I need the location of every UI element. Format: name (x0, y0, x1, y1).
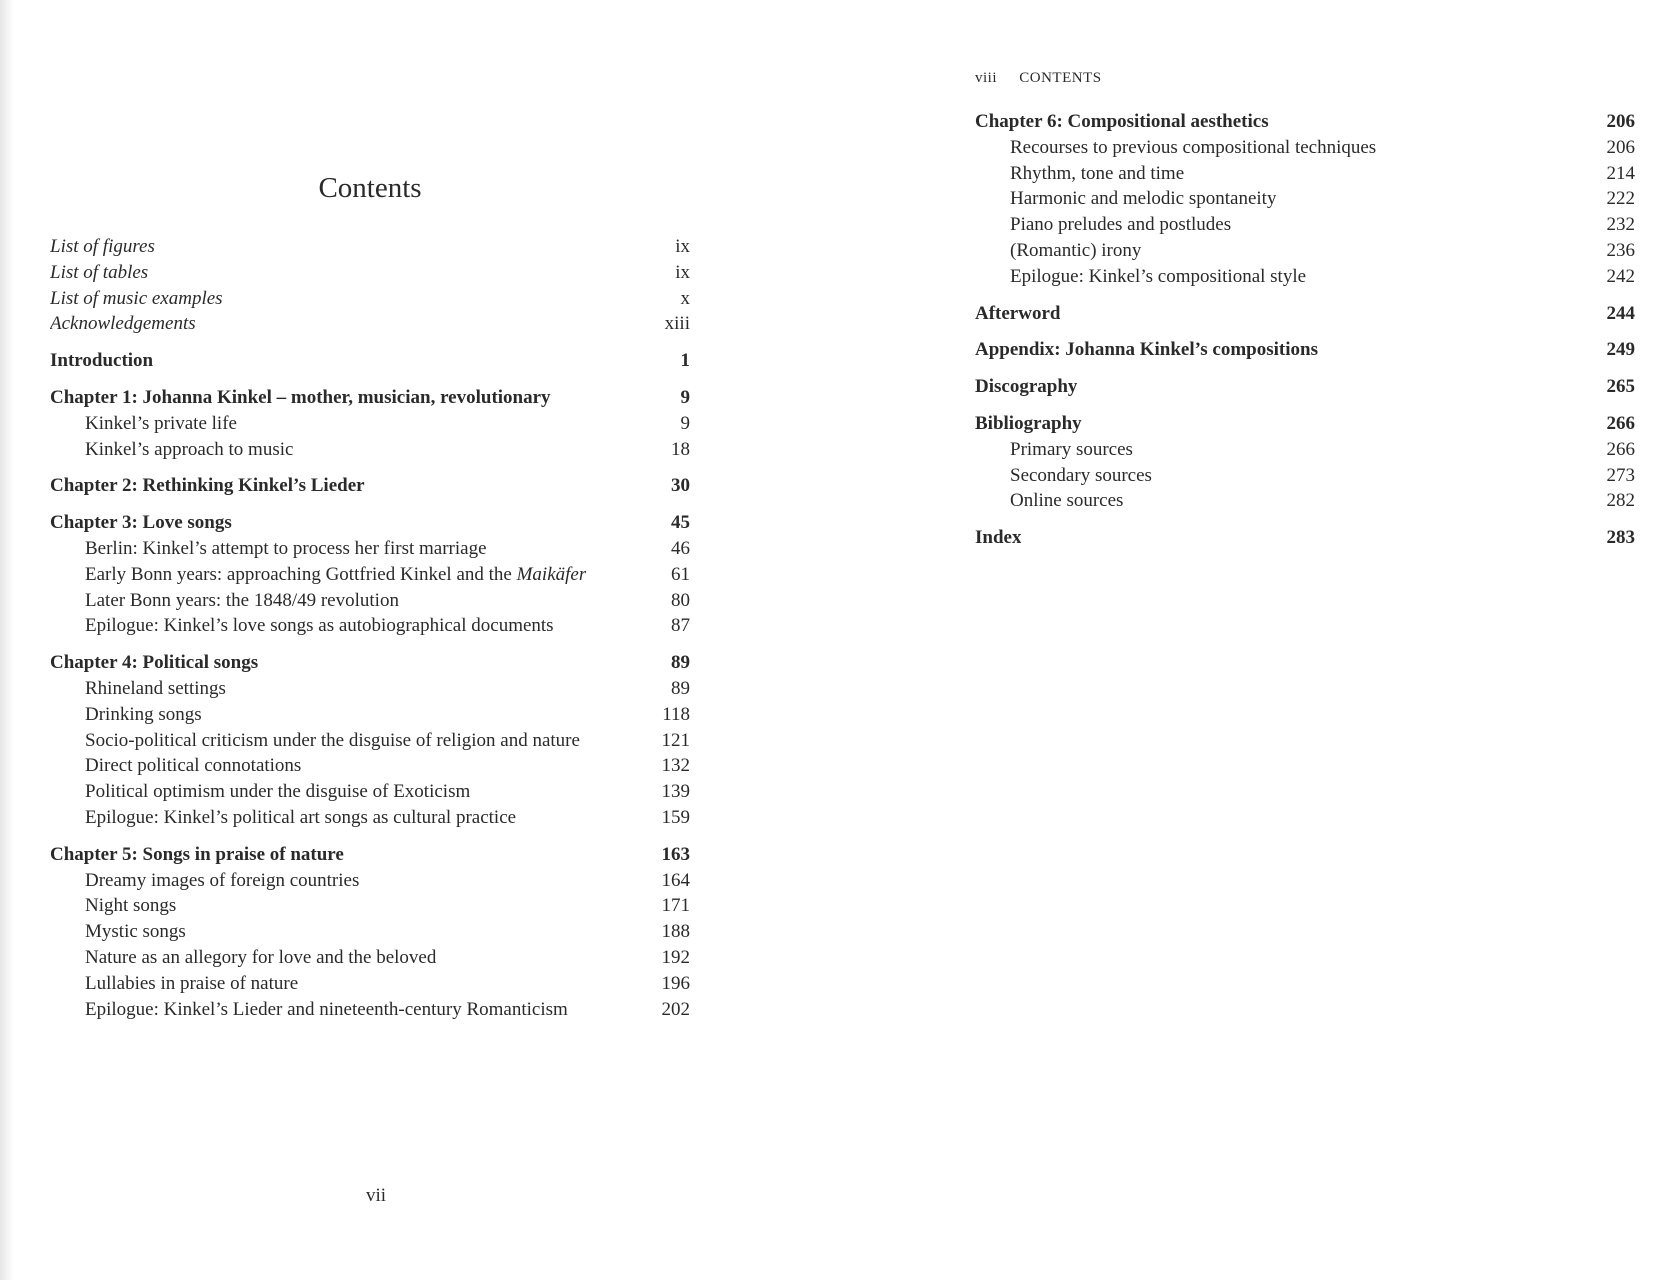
toc-entry-page: 30 (671, 475, 690, 497)
toc-entry-title-text: Bibliography (975, 412, 1082, 434)
toc-entry (975, 109, 1635, 135)
toc-entry (50, 234, 690, 260)
toc-entry (50, 868, 690, 894)
toc-entry-title (50, 588, 399, 614)
toc-entry-page: 283 (1606, 527, 1635, 549)
right-page (820, 0, 1654, 1280)
toc-entry-page: 9 (680, 412, 690, 434)
toc-entry-page: ix (675, 261, 690, 283)
toc-entry (50, 971, 690, 997)
toc-entry-title-text: Rhineland settings (85, 677, 226, 699)
toc-entry (50, 286, 690, 312)
toc-entry-title (50, 385, 551, 411)
page-folio: vii (366, 1185, 387, 1206)
toc-entry-title (50, 286, 223, 312)
toc-entry (975, 437, 1635, 463)
toc-entry (50, 311, 690, 337)
toc-entry-title-text: Online sources (1010, 490, 1124, 512)
toc-entry-page: 273 (1606, 464, 1635, 486)
toc-entry-title (50, 753, 301, 779)
toc-entry-title (975, 264, 1306, 290)
toc-entry-title-text: Chapter 2: Rethinking Kinkel’s Lieder (50, 475, 365, 497)
toc-entry-title (50, 919, 186, 945)
toc-entry-title-text: Harmonic and melodic spontaneity (1010, 188, 1277, 210)
toc-entry (50, 702, 690, 728)
contents-title: Contents (318, 172, 422, 204)
toc-entry (50, 779, 690, 805)
toc-entry-title (975, 161, 1184, 187)
toc-entry-title-text: List of tables (50, 261, 149, 283)
toc-entry (975, 212, 1635, 238)
toc-entry-page: 266 (1606, 412, 1635, 434)
toc-entry-page: 265 (1606, 376, 1635, 398)
toc-entry-page: 196 (661, 972, 690, 994)
toc-entry (50, 260, 690, 286)
toc-entry-title (50, 473, 365, 499)
toc-entry-page: 18 (671, 438, 690, 460)
toc-entry-page: 163 (661, 843, 690, 865)
toc-entry-title-text: Chapter 4: Political songs (50, 652, 259, 674)
toc-entry-title (50, 868, 359, 894)
toc-entry (975, 463, 1635, 489)
toc-entry (50, 997, 690, 1023)
toc-entry-page: 188 (661, 921, 690, 943)
toc-entry-page: 89 (671, 677, 690, 699)
toc-entry-page: 202 (661, 998, 690, 1020)
toc-entry-title (50, 650, 258, 676)
toc-entry (50, 945, 690, 971)
toc-entry-page: 61 (671, 563, 690, 585)
toc-entry-page: 171 (661, 895, 690, 917)
toc-entry-title (975, 525, 1021, 551)
toc-entry-page: 87 (671, 615, 690, 637)
toc-entry-title-text: Primary sources (1010, 438, 1133, 460)
toc-entry (975, 525, 1635, 551)
toc-entry (975, 161, 1635, 187)
toc-entry-title-text: Early Bonn years: approaching Gottfried Kinkel and the (85, 563, 517, 585)
toc-entry-title-text: Chapter 5: Songs in praise of nature (50, 843, 344, 865)
toc-entry-page: 266 (1606, 438, 1635, 460)
toc-entry-title (975, 135, 1376, 161)
toc-entry-title (50, 411, 237, 437)
toc-entry (50, 411, 690, 437)
toc-entry-title (975, 488, 1123, 514)
toc-entry-page: xiii (664, 313, 690, 335)
toc-entry-title (50, 842, 344, 868)
toc-entry (50, 536, 690, 562)
toc-entry-title (975, 337, 1318, 363)
toc-entry-page: 206 (1606, 136, 1635, 158)
toc-entry-title-italic: Maikäfer (516, 563, 587, 585)
toc-entry-title-text: Mystic songs (85, 921, 186, 943)
toc-entry-title (50, 536, 487, 562)
toc-entry-title-text: Dreamy images of foreign countries (85, 869, 360, 891)
toc-entry-title (50, 997, 568, 1023)
toc-entry-page: 1 (680, 350, 690, 372)
toc-entry (975, 135, 1635, 161)
toc-entry (50, 473, 690, 499)
running-head-label: CONTENTS (1019, 70, 1102, 86)
toc-entry (975, 337, 1635, 363)
toc-entry-title-text: Lullabies in praise of nature (85, 972, 299, 994)
toc-entry-title-text: Recourses to previous compositional techniques (1010, 136, 1377, 158)
toc-entry (50, 650, 690, 676)
toc-entry-page: 121 (661, 729, 690, 751)
toc-entry (50, 676, 690, 702)
toc-entry (50, 919, 690, 945)
toc-entry-title (50, 971, 298, 997)
toc-entry-title (50, 311, 196, 337)
toc-entry-title-text: Chapter 3: Love songs (50, 512, 232, 534)
toc-entry-title-text: Nature as an allegory for love and the beloved (85, 946, 437, 968)
toc-entry-title (50, 510, 232, 536)
toc-entry-title (50, 805, 516, 831)
toc-entry (50, 842, 690, 868)
toc-entry-title (975, 437, 1133, 463)
toc-entry-page: ix (675, 236, 690, 257)
toc-entry-page: 139 (661, 781, 690, 803)
toc-entry-title (50, 234, 155, 260)
toc-list-right (975, 109, 1635, 551)
toc-entry-page: 192 (661, 946, 690, 968)
toc-entry (975, 301, 1635, 327)
toc-list-left (50, 234, 690, 1022)
toc-entry-title (50, 728, 580, 754)
toc-entry-title (975, 238, 1141, 264)
toc-entry-title (975, 212, 1231, 238)
toc-entry-page: 242 (1606, 265, 1635, 287)
toc-entry (975, 264, 1635, 290)
toc-entry-page: 232 (1606, 214, 1635, 236)
toc-entry-title-text: Epilogue: Kinkel’s political art songs as cultural practice (85, 806, 517, 828)
toc-entry-page: 89 (671, 652, 690, 674)
toc-entry-title-text: Afterword (975, 302, 1061, 324)
toc-entry-title (50, 437, 293, 463)
toc-entry-page: 244 (1606, 302, 1635, 324)
toc-entry-title-text: Socio-political criticism under the disguise of religion and nature (85, 729, 580, 751)
toc-entry-title-text: List of music examples (50, 287, 223, 309)
toc-entry (975, 186, 1635, 212)
toc-entry-title (50, 348, 153, 374)
toc-entry-title-text: Night songs (85, 895, 177, 917)
toc-entry-page: 80 (671, 589, 690, 611)
toc-entry (975, 411, 1635, 437)
toc-entry-title-text: Introduction (50, 350, 154, 372)
running-head-number: viii (975, 70, 998, 86)
toc-entry-title-text: Discography (975, 376, 1078, 398)
toc-entry-title-text: Berlin: Kinkel’s attempt to process her first marriage (85, 537, 487, 559)
toc-entry-title (975, 411, 1082, 437)
toc-entry-title-text: Drinking songs (85, 703, 202, 725)
toc-entry-title (50, 893, 176, 919)
toc-entry-page: 132 (661, 755, 690, 777)
toc-entry-title-text: Political optimism under the disguise of Exoticism (85, 781, 471, 803)
toc-entry (50, 385, 690, 411)
toc-entry-title-text: Piano preludes and postludes (1010, 214, 1232, 236)
toc-entry (50, 893, 690, 919)
toc-entry-page: x (680, 287, 690, 309)
toc-entry-title (975, 186, 1276, 212)
toc-entry-page: 236 (1606, 239, 1635, 261)
toc-entry-title (50, 562, 586, 588)
toc-entry-page: 282 (1606, 490, 1635, 512)
toc-entry-title (50, 613, 554, 639)
toc-entry-page: 159 (661, 806, 690, 828)
toc-entry-page: 214 (1606, 162, 1635, 184)
toc-entry-title (50, 779, 470, 805)
toc-entry-page: 206 (1606, 111, 1635, 132)
toc-entry-title-text: Epilogue: Kinkel’s Lieder and nineteenth-century Romanticism (85, 998, 568, 1020)
toc-entry-title (50, 702, 202, 728)
toc-entry-page: 118 (662, 703, 690, 725)
toc-entry-title-text: Rhythm, tone and time (1010, 162, 1185, 184)
toc-entry-page: 9 (680, 386, 690, 408)
toc-entry-title (975, 463, 1152, 489)
toc-entry (50, 613, 690, 639)
left-page (0, 0, 760, 1280)
toc-entry-page: 45 (671, 512, 690, 534)
toc-entry-title (975, 374, 1077, 400)
toc-entry (975, 488, 1635, 514)
toc-entry-title-text: Chapter 1: Johanna Kinkel – mother, musician, revolutionary (50, 386, 551, 408)
toc-entry-title-text: Index (975, 527, 1022, 549)
toc-entry-title-text: List of figures (50, 236, 155, 257)
toc-entry-title-text: Epilogue: Kinkel’s compositional style (1010, 265, 1307, 287)
toc-entry-title (975, 109, 1269, 135)
toc-entry (50, 348, 690, 374)
toc-entry-title (50, 945, 436, 971)
toc-entry (50, 437, 690, 463)
toc-entry-title-text: Acknowledgements (50, 313, 196, 335)
toc-entry (50, 510, 690, 536)
toc-entry (975, 238, 1635, 264)
toc-entry-page: 222 (1606, 188, 1635, 210)
toc-entry-title-text: Secondary sources (1010, 464, 1152, 486)
toc-entry (50, 805, 690, 831)
toc-entry (50, 728, 690, 754)
toc-entry (975, 374, 1635, 400)
toc-entry-title-text: Appendix: Johanna Kinkel’s compositions (975, 339, 1318, 361)
toc-entry (50, 588, 690, 614)
toc-entry (50, 562, 690, 588)
toc-entry-title-text: Later Bonn years: the 1848/49 revolution (85, 589, 399, 611)
toc-entry-title-text: Kinkel’s private life (85, 412, 237, 434)
toc-entry-title-text: (Romantic) irony (1010, 239, 1142, 261)
toc-entry-title-text: Chapter 6: Compositional aesthetics (975, 111, 1269, 132)
toc-entry-title-text: Direct political connotations (85, 755, 302, 777)
toc-entry-title (975, 301, 1060, 327)
toc-entry-title (50, 676, 226, 702)
toc-entry-title-text: Kinkel’s approach to music (85, 438, 294, 460)
toc-entry-page: 46 (671, 537, 690, 559)
toc-entry-page: 249 (1606, 339, 1635, 361)
toc-entry-title (50, 260, 148, 286)
toc-entry-page: 164 (661, 869, 690, 891)
toc-entry-title-text: Epilogue: Kinkel’s love songs as autobiographical documents (85, 615, 554, 637)
toc-entry (50, 753, 690, 779)
running-head (975, 70, 1102, 87)
